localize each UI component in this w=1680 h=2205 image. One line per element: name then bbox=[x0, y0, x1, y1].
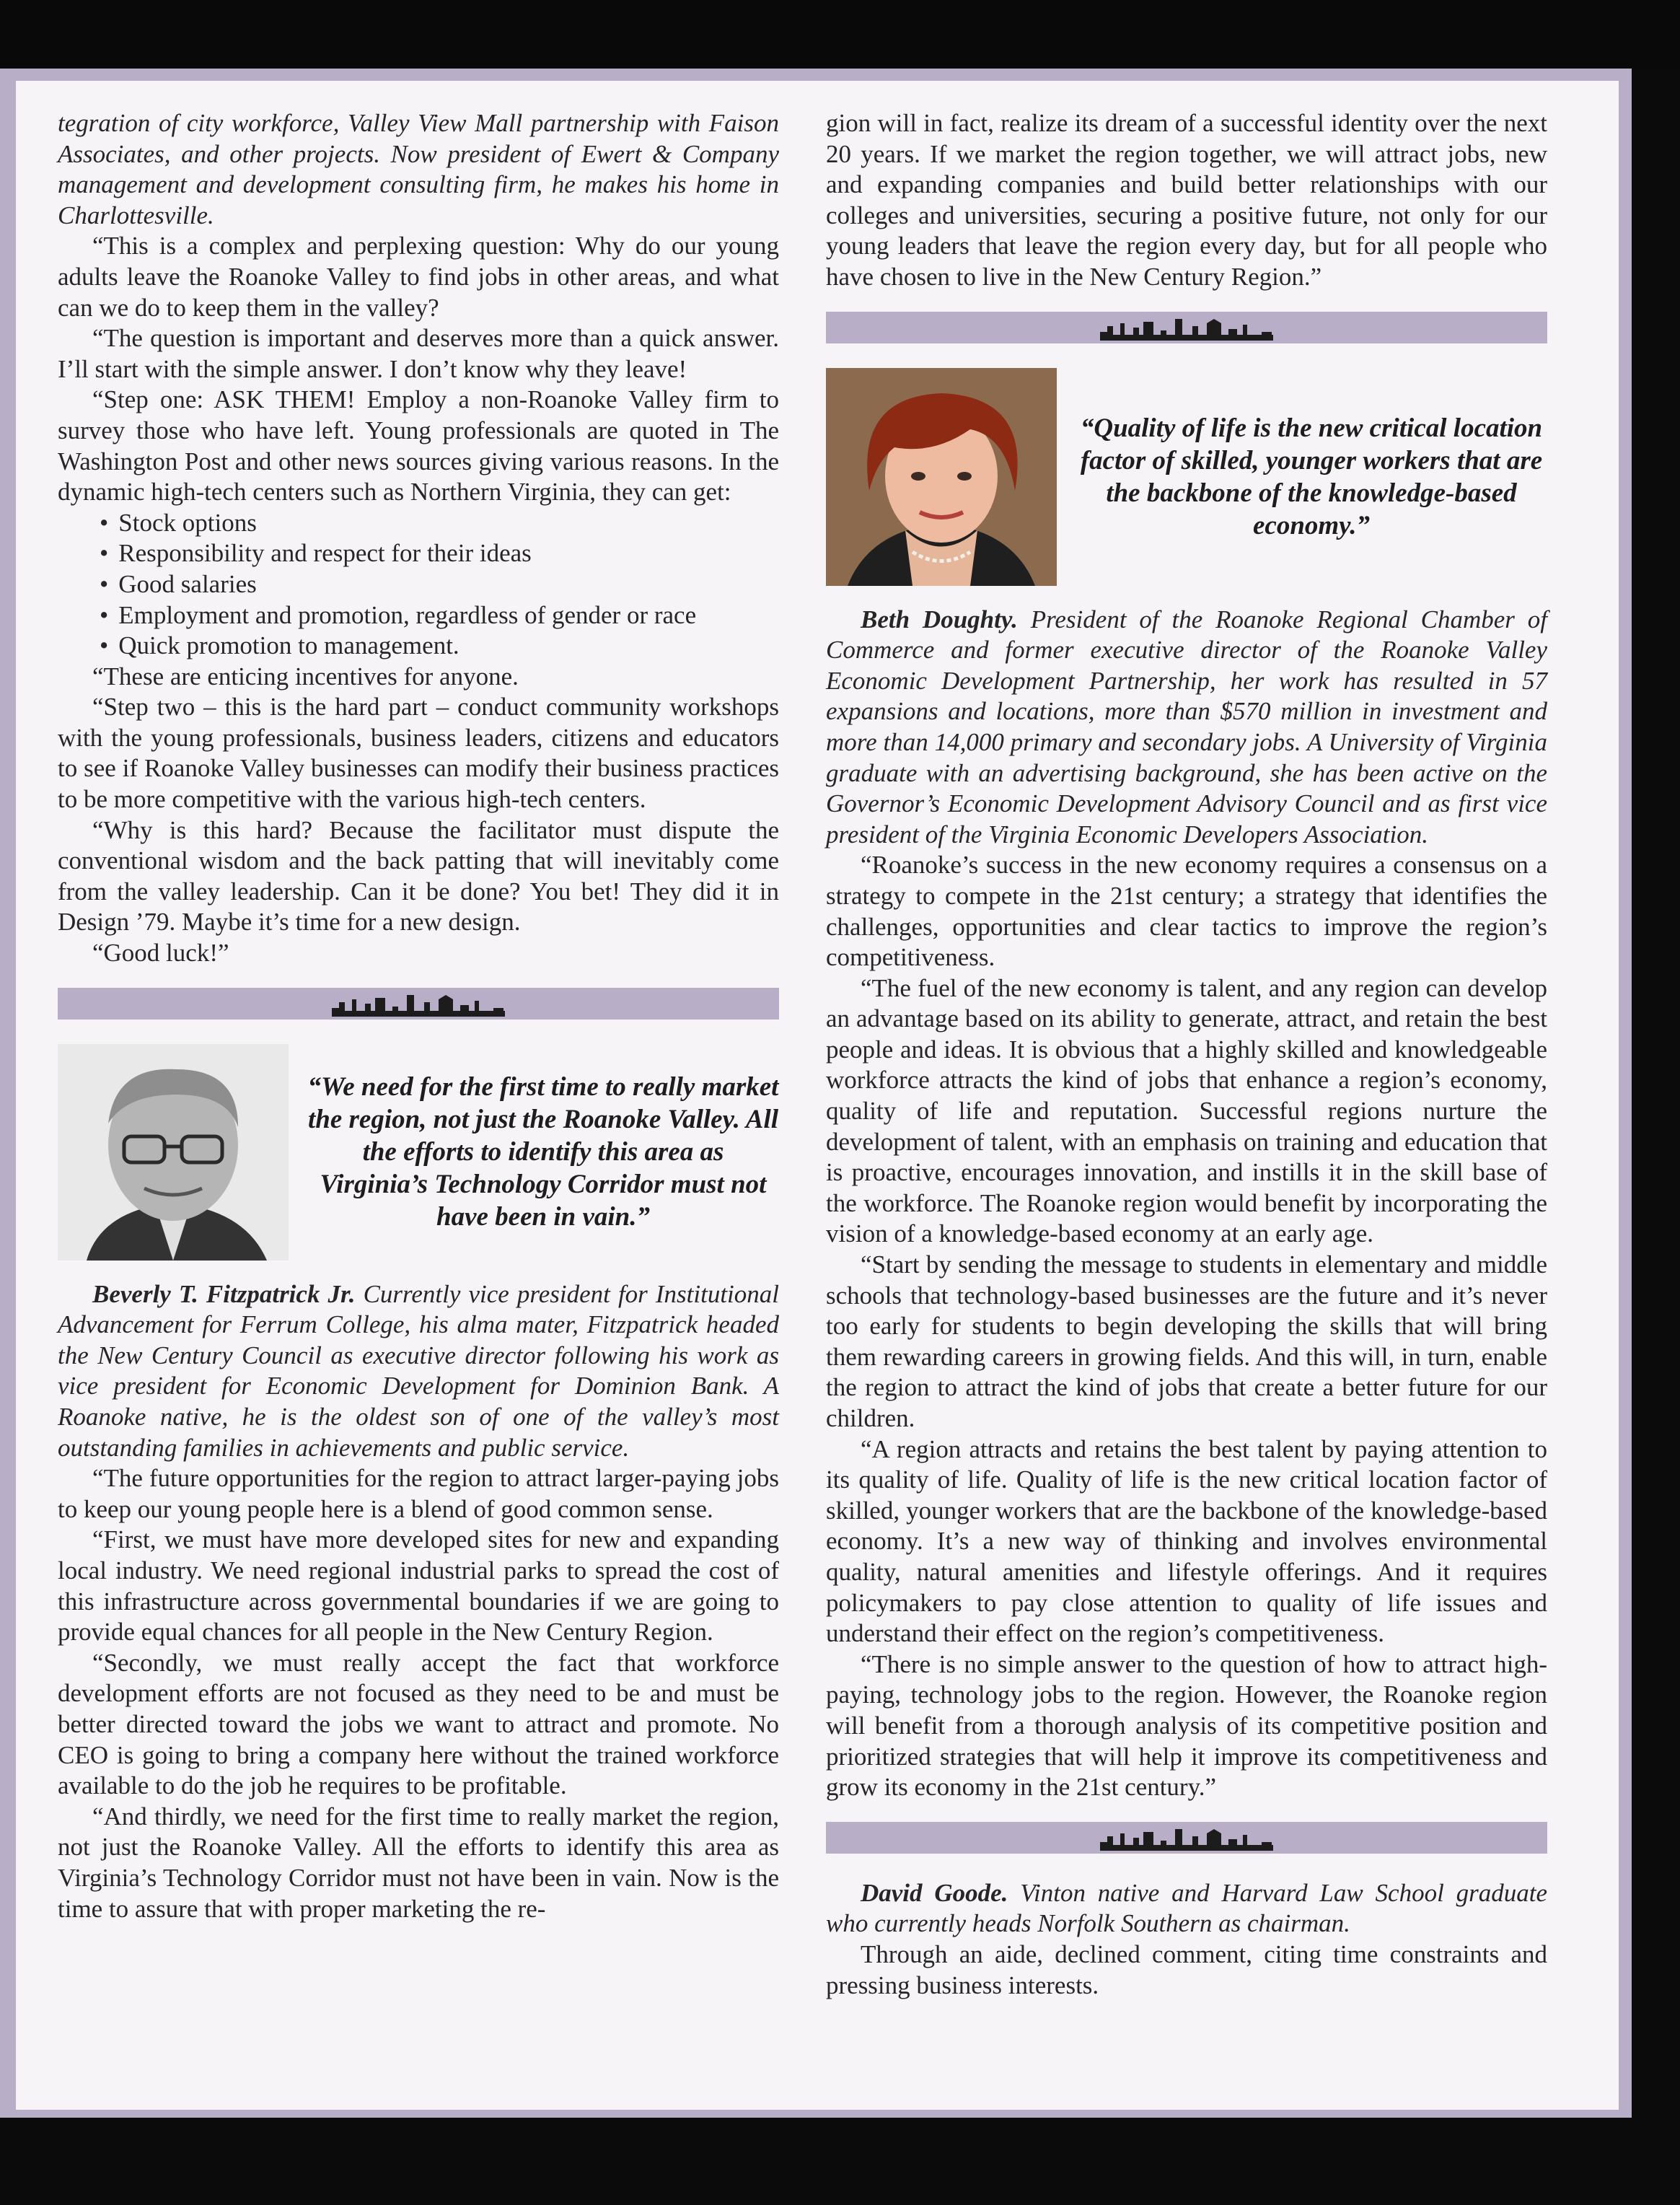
right-column bbox=[826, 108, 1547, 2001]
doughty-photo bbox=[826, 368, 1057, 586]
intro-bio-continuation: tegration of city workforce, Valley View Mall partnership with Faison Associates, and other projects. Now president of Ewert & Company management and development consulting firm, he makes his home in Charlottesville. bbox=[58, 109, 779, 229]
article-paragraph: “Why is this hard? Because the facilitator must dispute the conventional wisdom and the back patting that will inevitably come from the valley leadership. Can it be done? You bet! They did it in Design ’79. Maybe it’s time for a new design. bbox=[58, 815, 779, 937]
article-paragraph: “Step one: ASK THEM! Employ a non-Roanoke Valley firm to survey those who have left. Young professionals are quoted in The Washington Post and other news sources giving various reasons. In the dynamic high-tech centers such as Northern Virginia, they can get: bbox=[58, 385, 779, 507]
left-column bbox=[58, 108, 779, 1924]
article-paragraph: “These are enticing incentives for anyone. bbox=[92, 662, 519, 691]
doughty-quote: “Quality of life is the new critical location factor of skilled, younger workers that are the backbone of the knowledge-based economy.” bbox=[1080, 413, 1543, 540]
goode-bio bbox=[826, 1878, 1547, 1939]
magazine-page bbox=[16, 81, 1619, 2110]
fitzpatrick-profile bbox=[58, 1044, 779, 1261]
article-paragraph: “Good luck!” bbox=[92, 939, 229, 968]
fitzpatrick-bio bbox=[58, 1279, 779, 1464]
section-divider bbox=[826, 1822, 1547, 1854]
article-paragraph: “Roanoke’s success in the new economy requires a consensus on a strategy to compete in the 21st century; a strategy that identifies the challenges, opportunities and clear tactics to improve the region’s competitiveness. bbox=[826, 851, 1547, 972]
doughty-name: Beth Doughty. bbox=[861, 605, 1018, 634]
article-paragraph: “The question is important and deserves more than a quick answer. I’ll start with the simple answer. I don’t know why they leave! bbox=[58, 324, 779, 383]
article-paragraph: “The fuel of the new economy is talent, and any region can develop an advantage based on its ability to generate, attract, and retain the best people and ideas. It is obvious that a highly skilled and knowledgeable workforce attracts the kind of jobs that enhance a region’s economy, quality of life and reputation. Successful regions nurture the development of talent, with an emphasis on training and education that is proactive, encourages innovation, and instills it in the skill base of the workforce. The Roanoke region would benefit by incorporating the vision of a knowledge-based economy at an early age. bbox=[826, 973, 1547, 1248]
list-item: • Responsibility and respect for their ideas bbox=[100, 538, 779, 569]
article-paragraph: “There is no simple answer to the question of how to attract high-paying, technology jobs to the region. However, the Roanoke region will benefit from a thorough analysis of its competitive position and prioritized strategies that will help it improve its competitiveness and grow its economy in the 21st century.” bbox=[826, 1649, 1547, 1802]
fitzpatrick-photo bbox=[58, 1044, 289, 1261]
list-item: • Employment and promotion, regardless of gender or race bbox=[100, 600, 779, 631]
article-paragraph: “And thirdly, we need for the first time to really market the region, not just the Roanoke Valley. All the efforts to identify this area as Virginia’s Technology Corridor must not have been in vain. Now is the time to assure that with proper marketing the re- bbox=[58, 1802, 779, 1923]
incentives-list bbox=[58, 508, 779, 662]
doughty-bio bbox=[826, 605, 1547, 851]
fitzpatrick-name: Beverly T. Fitzpatrick Jr. bbox=[92, 1279, 356, 1308]
list-item: • Quick promotion to management. bbox=[100, 631, 779, 662]
article-paragraph: “Secondly, we must really accept the fact that workforce development efforts are not focused as they need to be and must be better directed toward the jobs we want to attract and promote. No CEO is going to bring a company here without the trained workforce available to do the job he requires to be profitable. bbox=[58, 1648, 779, 1800]
article-paragraph: Through an aide, declined comment, citing time constraints and pressing business interests. bbox=[826, 1939, 1547, 1999]
fitzpatrick-quote: “We need for the first time to really market the region, not just the Roanoke Valley. All the efforts to identify this area as Virginia’s Technology Corridor must not have been in vain.” bbox=[307, 1072, 779, 1232]
list-item: • Good salaries bbox=[100, 569, 779, 600]
section-divider bbox=[58, 988, 779, 1020]
article-paragraph: gion will in fact, realize its dream of a successful identity over the next 20 years. If we market the region together, we will attract jobs, new and expanding companies and build better relationships with our colleges and universities, securing a positive future, not only for our young leaders that leave the region every day, but for all people who have chosen to live in the New Century Region.” bbox=[826, 109, 1547, 291]
goode-name: David Goode. bbox=[861, 1878, 1008, 1907]
article-paragraph: “The future opportunities for the region to attract larger-paying jobs to keep our young people here is a blend of good common sense. bbox=[58, 1464, 779, 1523]
skyline-icon bbox=[1100, 1826, 1273, 1851]
goode-bio-text: Vinton native and Harvard Law School graduate who currently heads Norfolk Southern as chairman. bbox=[826, 1878, 1547, 1938]
article-paragraph: “This is a complex and perplexing question: Why do our young adults leave the Roanoke Valley to find jobs in other areas, and what can we do to keep them in the valley? bbox=[58, 232, 779, 322]
list-item: • Stock options bbox=[100, 508, 779, 539]
top-dark-band bbox=[0, 0, 1680, 69]
article-paragraph: “Start by sending the message to students in elementary and middle schools that technology-based businesses are the future and it’s never too early for students to begin developing the skills that will bring them rewarding careers in growing fields. And this will, in turn, enable the region to attract the kind of jobs that create a better future for our children. bbox=[826, 1250, 1547, 1432]
doughty-profile bbox=[826, 368, 1547, 586]
article-paragraph: “A region attracts and retains the best talent by paying attention to its quality of life. Quality of life is the new critical location factor of skilled, younger workers that are the backbone of the knowledge-based economy. It’s a new way of thinking and involves environmental quality, natural amenities and lifestyle offerings. And it requires policymakers to pay close attention to quality of life issues and understand their effect on the region’s competitiveness. bbox=[826, 1434, 1547, 1648]
section-divider bbox=[826, 312, 1547, 343]
doughty-bio-text: President of the Roanoke Regional Chamber of Commerce and former executive director of the Roanoke Valley Economic Development Partnership, her work has resulted in 57 expansions and locations, more than $570 million in investment and more than 14,000 primary and secondary jobs. A University of Virginia graduate with an advertising background, she has been active on the Governor’s Economic Development Advisory Council and as first vice president of the Virginia Economic Developers Association. bbox=[826, 605, 1547, 849]
article-paragraph: “First, we must have more developed sites for new and expanding local industry. We need regional industrial parks to spread the cost of this infrastructure across governmental boundaries if we are going to provide equal chances for all people in the New Century Region. bbox=[58, 1525, 779, 1647]
fitzpatrick-bio-text: Currently vice president for Institutional Advancement for Ferrum College, his alma mater, Fitzpatrick headed the New Century Council as executive director following his work as vice president for Economic Development for Dominion Bank. A Roanoke native, he is the oldest son of one of the valley’s most outstanding families in achievements and public service. bbox=[58, 1279, 780, 1462]
skyline-icon bbox=[332, 992, 505, 1017]
skyline-icon bbox=[1100, 316, 1273, 341]
article-paragraph: “Step two – this is the hard part – conduct community workshops with the young professionals, business leaders, citizens and educators to see if Roanoke Valley businesses can modify their business practices to be more competitive with the various high-tech centers. bbox=[58, 693, 779, 814]
